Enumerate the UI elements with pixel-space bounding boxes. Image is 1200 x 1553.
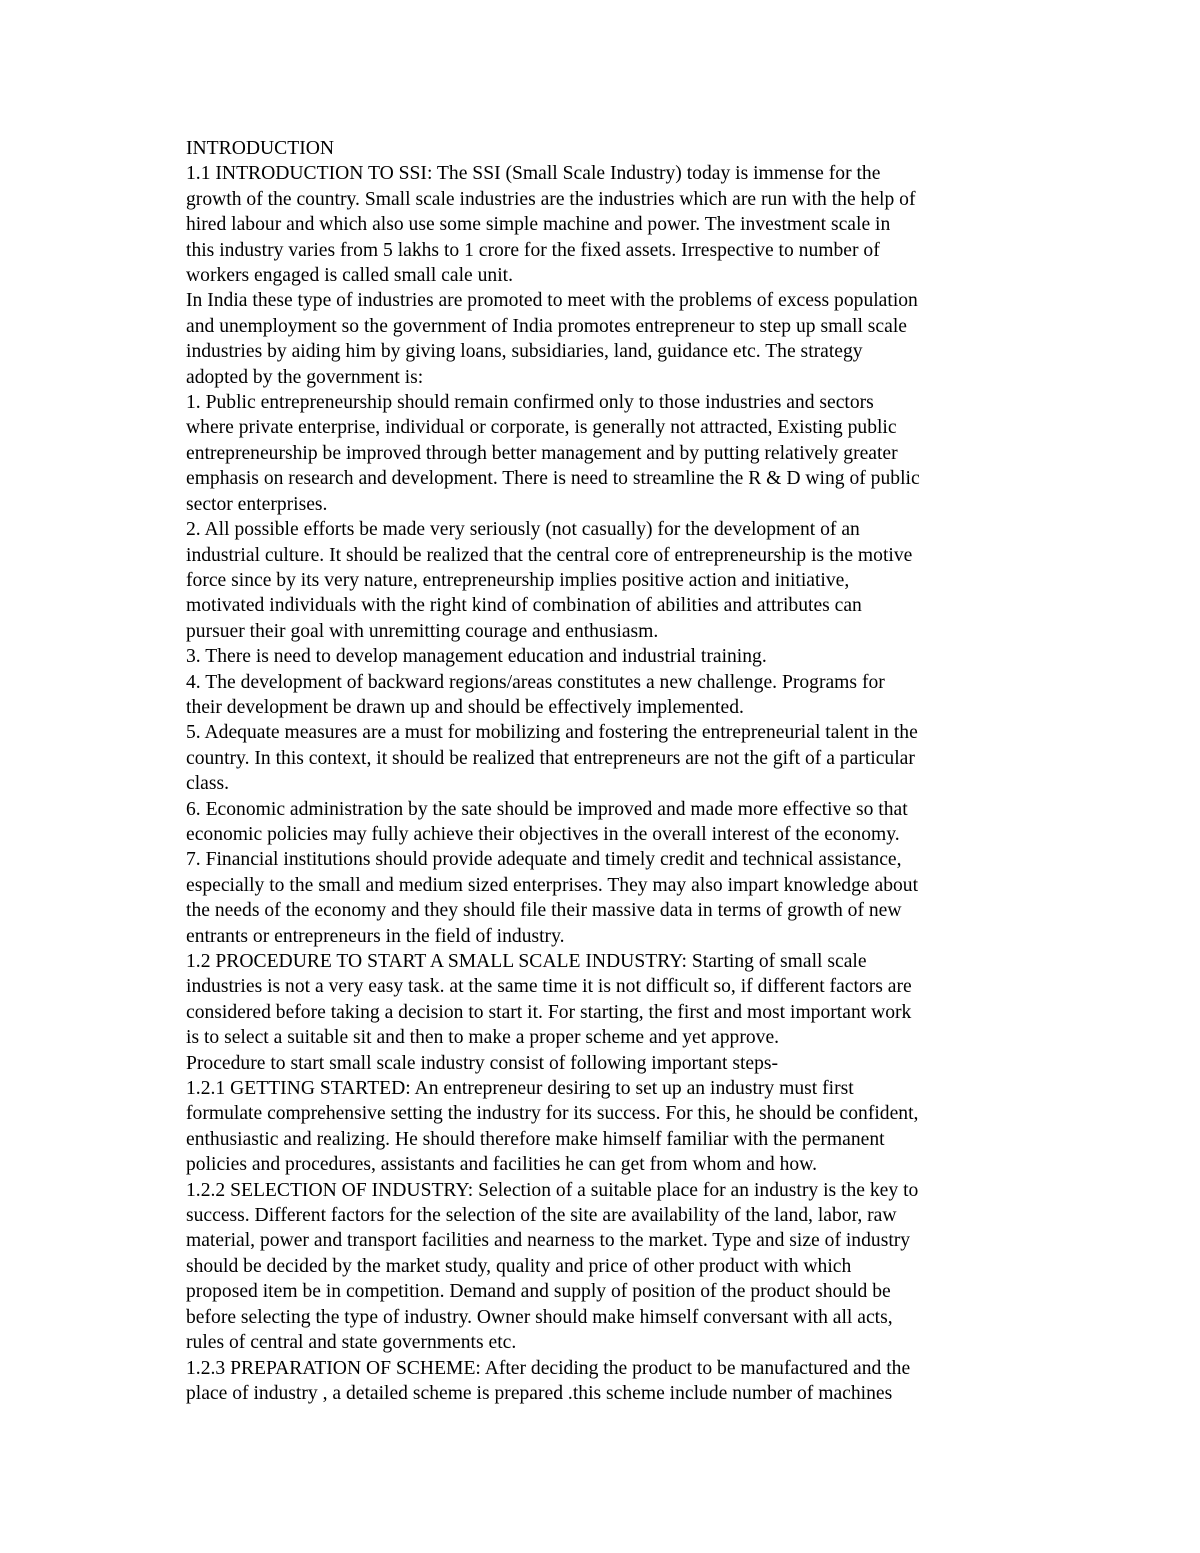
text-line: 3. There is need to develop management education and industrial training. xyxy=(186,646,767,668)
document-body xyxy=(186,136,1026,1406)
text-line: 2. All possible efforts be made very seriously (not casually) for the development of an xyxy=(186,519,860,541)
text-line: success. Different factors for the selection of the site are availability of the land, labor, raw xyxy=(186,1205,897,1227)
text-line: 1.2.3 PREPARATION OF SCHEME: After deciding the product to be manufactured and the xyxy=(186,1357,911,1379)
text-line: adopted by the government is: xyxy=(186,366,424,388)
text-line: rules of central and state governments etc. xyxy=(186,1332,517,1354)
text-line: proposed item be in competition. Demand and supply of position of the product should be xyxy=(186,1281,891,1303)
text-line: class. xyxy=(186,773,229,795)
text-line: policies and procedures, assistants and facilities he can get from whom and how. xyxy=(186,1154,817,1176)
text-line: entrepreneurship be improved through better management and by putting relatively greater xyxy=(186,442,898,464)
text-line: workers engaged is called small cale unit. xyxy=(186,265,513,287)
text-line: formulate comprehensive setting the industry for its success. For this, he should be confident, xyxy=(186,1103,919,1125)
document-heading: INTRODUCTION xyxy=(186,138,335,159)
text-line: 1.2.2 SELECTION OF INDUSTRY: Selection of a suitable place for an industry is the key to xyxy=(186,1179,919,1201)
text-line: and unemployment so the government of India promotes entrepreneur to step up small scale xyxy=(186,315,907,337)
text-line: industries is not a very easy task. at the same time it is not difficult so, if different factors are xyxy=(186,976,912,998)
text-line: country. In this context, it should be realized that entrepreneurs are not the gift of a particular xyxy=(186,747,915,769)
text-line: entrants or entrepreneurs in the field of industry. xyxy=(186,925,565,947)
text-line: 6. Economic administration by the sate should be improved and made more effective so that xyxy=(186,798,908,820)
text-line: especially to the small and medium sized enterprises. They may also impart knowledge about xyxy=(186,874,919,896)
text-line: pursuer their goal with unremitting courage and enthusiasm. xyxy=(186,620,659,642)
text-line: the needs of the economy and they should file their massive data in terms of growth of new xyxy=(186,900,902,922)
text-line: 1.1 INTRODUCTION TO SSI: The SSI (Small Scale Industry) today is immense for the xyxy=(186,163,881,185)
text-line: their development be drawn up and should be effectively implemented. xyxy=(186,696,744,718)
text-line: hired labour and which also use some simple machine and power. The investment scale in xyxy=(186,214,891,236)
text-line: sector enterprises. xyxy=(186,493,328,515)
text-line: where private enterprise, individual or corporate, is generally not attracted, Existing public xyxy=(186,417,897,439)
text-line: 4. The development of backward regions/areas constitutes a new challenge. Programs for xyxy=(186,671,885,693)
text-line: industrial culture. It should be realized that the central core of entrepreneurship is the motive xyxy=(186,544,913,566)
text-line: is to select a suitable sit and then to make a proper scheme and yet approve. xyxy=(186,1027,780,1049)
text-line: 5. Adequate measures are a must for mobilizing and fostering the entrepreneurial talent in the xyxy=(186,722,918,744)
text-line: should be decided by the market study, quality and price of other product with which xyxy=(186,1255,852,1277)
text-line: this industry varies from 5 lakhs to 1 crore for the fixed assets. Irrespective to number of xyxy=(186,239,880,261)
text-line: place of industry , a detailed scheme is prepared .this scheme include number of machines xyxy=(186,1382,893,1404)
text-line: 7. Financial institutions should provide adequate and timely credit and technical assistance, xyxy=(186,849,902,871)
text-line: 1.2 PROCEDURE TO START A SMALL SCALE INDUSTRY: Starting of small scale xyxy=(186,951,867,972)
text-line: force since by its very nature, entrepreneurship implies positive action and initiative, xyxy=(186,569,850,591)
text-line: considered before taking a decision to start it. For starting, the first and most important work xyxy=(186,1001,912,1023)
text-line: motivated individuals with the right kind of combination of abilities and attributes can xyxy=(186,595,862,617)
text-line: 1.2.1 GETTING STARTED: An entrepreneur desiring to set up an industry must first xyxy=(186,1078,854,1100)
text-line: 1. Public entrepreneurship should remain confirmed only to those industries and sectors xyxy=(186,392,874,414)
text-line: In India these type of industries are promoted to meet with the problems of excess population xyxy=(186,290,918,312)
text-line: enthusiastic and realizing. He should therefore make himself familiar with the permanent xyxy=(186,1128,885,1150)
text-line: economic policies may fully achieve their objectives in the overall interest of the economy. xyxy=(186,823,900,845)
text-line: emphasis on research and development. There is need to streamline the R & D wing of public xyxy=(186,468,920,490)
text-line: before selecting the type of industry. Owner should make himself conversant with all acts, xyxy=(186,1306,893,1328)
text-line: industries by aiding him by giving loans, subsidiaries, land, guidance etc. The strategy xyxy=(186,341,863,363)
text-line: growth of the country. Small scale industries are the industries which are run with the help of xyxy=(186,188,916,210)
text-line: material, power and transport facilities and nearness to the market. Type and size of industry xyxy=(186,1230,911,1252)
text-line: Procedure to start small scale industry consist of following important steps- xyxy=(186,1052,779,1074)
